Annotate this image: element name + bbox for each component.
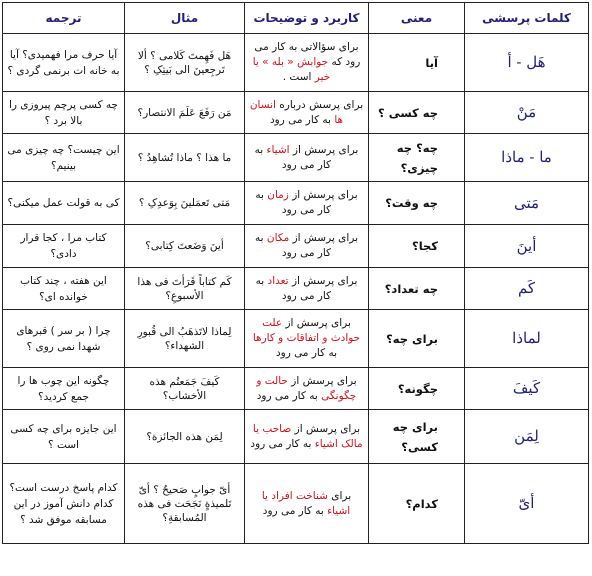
question-word: کَم (465, 268, 589, 310)
word-meaning: چه کسی ؟ (369, 92, 465, 134)
word-meaning: کجا؟ (369, 225, 465, 268)
table-row (3, 182, 589, 225)
persian-translation: کی به قولت عمل میکنی؟ (3, 182, 125, 225)
usage-note: برای پرسش از تعداد به کار می رود (245, 268, 369, 310)
usage-highlight: تعداد (267, 274, 289, 287)
word-meaning: چگونه؟ (369, 368, 465, 410)
table-row (3, 268, 589, 310)
word-meaning: آیا (369, 34, 465, 92)
header-example: مثال (125, 3, 245, 34)
question-word: مَتی (465, 182, 589, 225)
usage-highlight: صاحب یا مالک اشیاء (252, 422, 363, 450)
persian-translation: چگونه این چوب ها را جمع کردید؟ (3, 368, 125, 410)
word-meaning: چه؟ چه چیزی؟ (369, 134, 465, 182)
persian-translation: این جایزه برای چه کسی است ؟ (3, 410, 125, 464)
question-word: ما - ماذا (465, 134, 589, 182)
persian-translation: آیا حرف مرا فهمیدی؟ آیا به خانه ات برنمی گردی ؟ (3, 34, 125, 92)
usage-highlight: شناخت افراد یا اشیاء (261, 489, 351, 517)
persian-translation: کتاب مرا ، کجا قرار دادی؟ (3, 225, 125, 268)
usage-highlight: اشیاء (266, 143, 290, 156)
usage-note: برای پرسش از صاحب یا مالک اشیاء به کار می رود (245, 410, 369, 464)
persian-translation: این هفته ، چند کتاب خوانده ای؟ (3, 268, 125, 310)
arabic-example: کَیفَ جَمَعتُم هذه الأخشاب؟ (125, 368, 245, 410)
table-row (3, 410, 589, 464)
arabic-example: ما هذا ؟ ماذا تُشاهِدُ ؟ (125, 134, 245, 182)
table-row (3, 368, 589, 410)
arabic-example: کَم کتاباً قَرَأتَ فی هذا الأسبوعِ؟ (125, 268, 245, 310)
question-word: کَیفَ (465, 368, 589, 410)
question-words-table (2, 2, 589, 544)
question-word: مَنْ (465, 92, 589, 134)
usage-highlight: جوابش « بله » یا خیر (252, 56, 331, 83)
question-word: لِمَن (465, 410, 589, 464)
persian-translation: این چیست؟ چه چیزی می بینیم؟ (3, 134, 125, 182)
arabic-example: هَل فَهِمتَ کَلامی ؟ ألا تَرجِعینَ الی بَیتِکِ ؟ (125, 34, 245, 92)
usage-note: برای شناخت افراد یا اشیاء به کار می رود (245, 464, 369, 544)
question-word: أیّ (465, 464, 589, 544)
arabic-example: لِمَن هذه الجائزة؟ (125, 410, 245, 464)
header-word: کلمات پرسشی (465, 3, 589, 34)
arabic-example: أینَ وَضَعتَ کِتابی؟ (125, 225, 245, 268)
arabic-example: أیّ جوابٍ صَحیحٌ ؟ أیّ تَلمیذةٍ نَجَحَت فی هذه المُسابقةِ؟ (125, 464, 245, 544)
arabic-example: مَتی تَعمَلینَ بِوَعدِکِ ؟ (125, 182, 245, 225)
usage-note: برای پرسش درباره انسان ها به کار می رود (245, 92, 369, 134)
usage-highlight: مکان (266, 232, 290, 244)
header-meaning: معنی (369, 3, 465, 34)
table-row (3, 464, 589, 544)
header-translation: ترجمه (3, 3, 125, 34)
question-word: هَل - أ (465, 34, 589, 92)
usage-note: برای پرسش از اشیاء به کار می رود (245, 134, 369, 182)
usage-note: برای پرسش از زمان به کار می رود (245, 182, 369, 225)
word-meaning: برای چه کسی؟ (369, 410, 465, 464)
table-row (3, 34, 589, 92)
table-row (3, 225, 589, 268)
word-meaning: برای چه؟ (369, 310, 465, 368)
persian-translation: چرا ( بر سر ) قبرهای شهدا نمی روی ؟ (3, 310, 125, 368)
persian-translation: کدام پاسخ درست است؟ کدام دانش آموز در این مسابقه موفق شد ؟ (3, 464, 125, 544)
usage-note: برای سؤالاتی به کار می رود که جوابش « بله » یا خیر است . (245, 34, 369, 92)
usage-highlight: انسان ها (249, 98, 344, 126)
question-word: أینَ (465, 225, 589, 268)
persian-translation: چه کسی پرچم پیروزی را بالا برد ؟ (3, 92, 125, 134)
table-row (3, 310, 589, 368)
usage-highlight: حالت و چگونگی (256, 374, 357, 402)
usage-highlight: علت حوادث و اتفاقات و کارها (252, 317, 361, 344)
usage-note: برای پرسش از علت حوادث و اتفاقات و کارها به کار می رود (245, 310, 369, 368)
table-row (3, 92, 589, 134)
arabic-example: مَن رَفَعَ عَلَمَ الانتصار؟ (125, 92, 245, 134)
table-row (3, 134, 589, 182)
usage-note: برای پرسش از حالت و چگونگی به کار می رود (245, 368, 369, 410)
usage-highlight: زمان (267, 189, 289, 201)
word-meaning: چه تعداد؟ (369, 268, 465, 310)
usage-note: برای پرسش از مکان به کار می رود (245, 225, 369, 268)
header-row (3, 3, 589, 34)
word-meaning: چه وقت؟ (369, 182, 465, 225)
header-usage: کاربرد و توضیحات (245, 3, 369, 34)
word-meaning: کدام؟ (369, 464, 465, 544)
question-word: لماذا (465, 310, 589, 368)
arabic-example: لِماذا لاتَذهَبُ الی قُبورِ الشهداء؟ (125, 310, 245, 368)
